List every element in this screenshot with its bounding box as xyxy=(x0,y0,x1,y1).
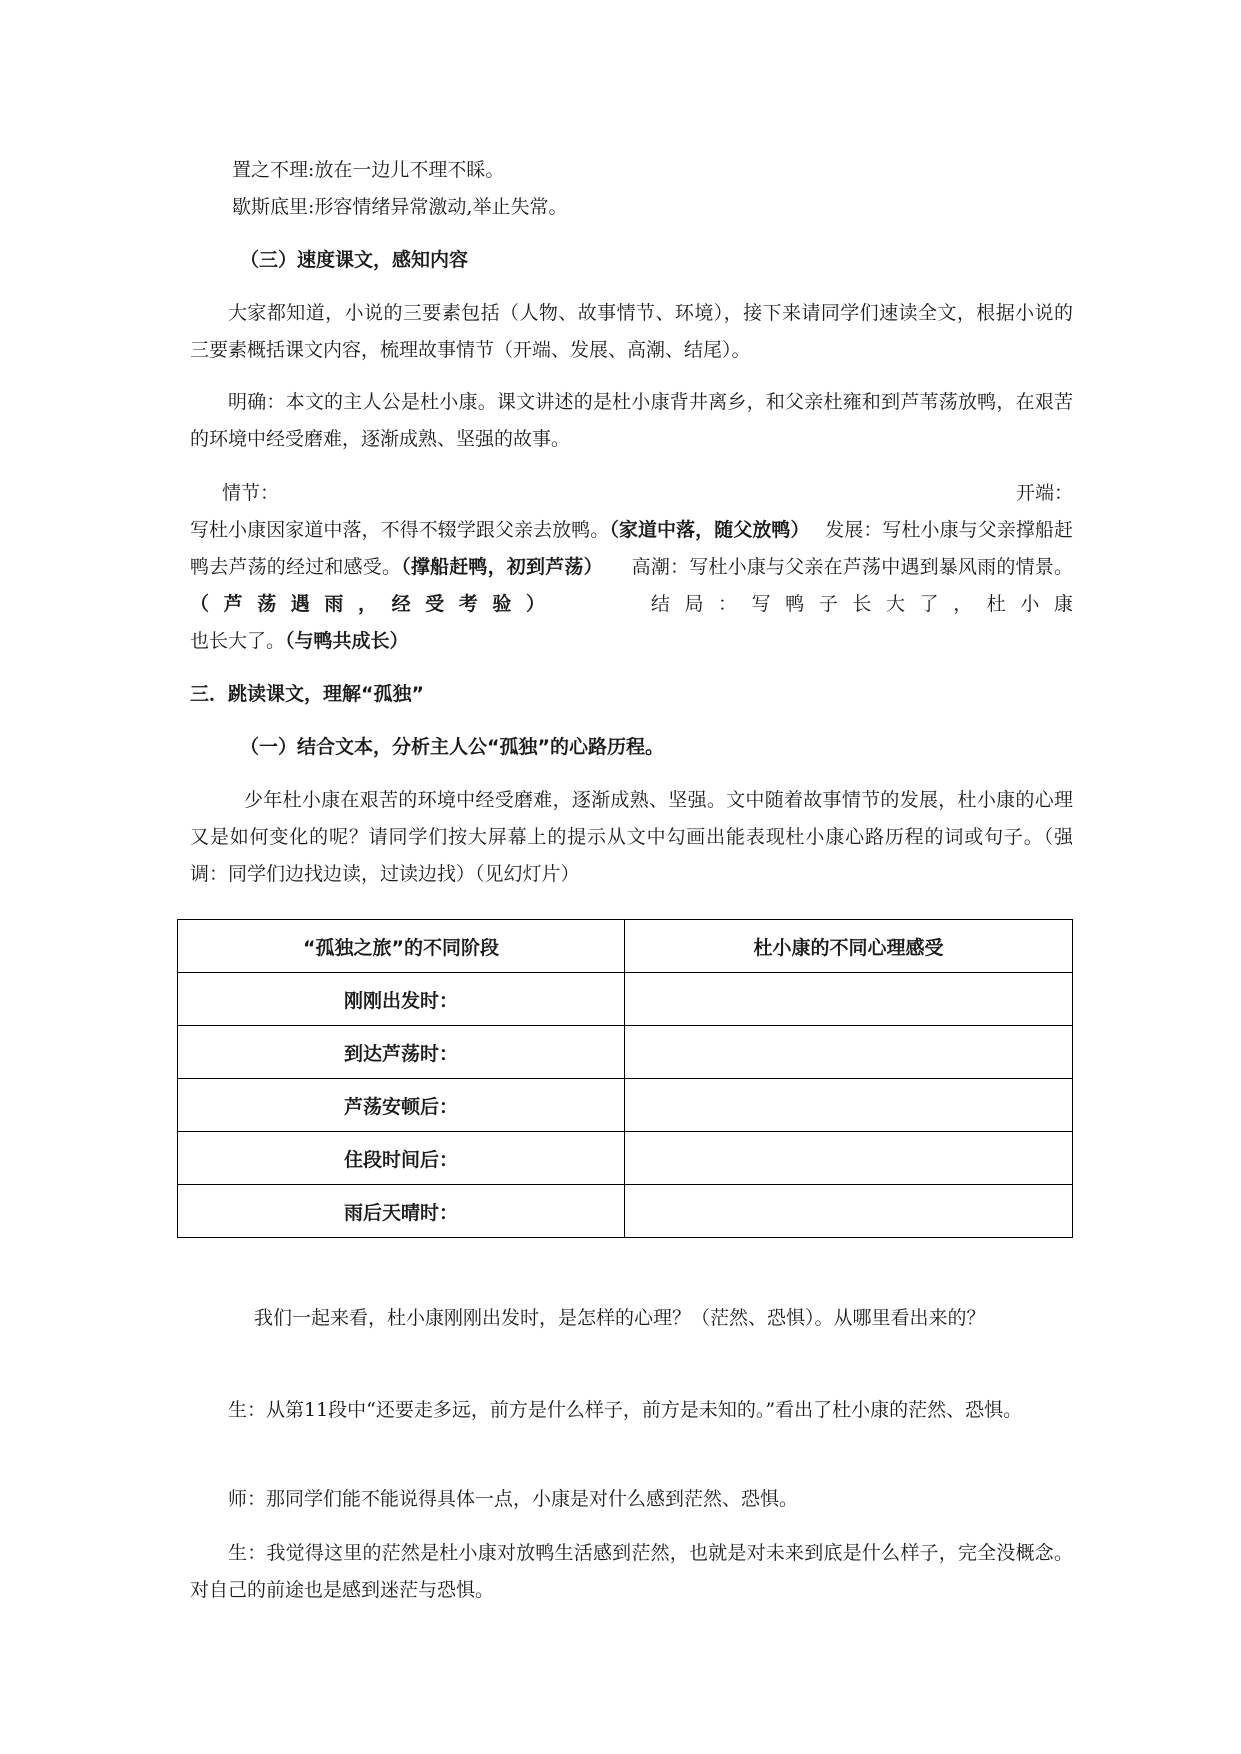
subsection-heading: （一）结合文本，分析主人公“孤独”的心路历程。 xyxy=(240,736,664,758)
stage-cell: 芦荡安顿后： xyxy=(178,1079,625,1132)
stage-cell: 住段时间后： xyxy=(178,1132,625,1185)
paragraph-mingque: 明确：本文的主人公是杜小康。课文讲述的是杜小康背井离乡，和父亲杜雍和到芦苇荡放鸭，在艰苦的环境中经受磨难，逐渐成熟、坚强的故事。 xyxy=(190,391,1073,450)
table-header-stage: “孤独之旅”的不同阶段 xyxy=(178,920,625,973)
plot-climax-bold: （芦荡遇雨，经受考验） xyxy=(190,593,551,615)
vocab-def: 形容情绪异常激动,举止失常。 xyxy=(314,196,568,218)
table-row xyxy=(178,1185,1073,1238)
feeling-cell xyxy=(625,973,1073,1026)
table-row xyxy=(178,1079,1073,1132)
table-row xyxy=(178,1132,1073,1185)
plot-start-text: 写杜小康因家道中落，不得不辍学跟父亲去放鸭。 xyxy=(190,519,610,541)
feeling-cell xyxy=(625,1185,1073,1238)
plot-dev-text: 写杜小康与父亲撑船赶鸭去芦荡的经过和感受。 xyxy=(190,519,1073,578)
plot-climax-text: 写杜小康与父亲在芦荡中遇到暴风雨的情景。 xyxy=(689,556,1073,578)
plot-climax-label: 高潮： xyxy=(631,556,690,578)
plot-start-bold: （家道中落，随父放鸭） xyxy=(609,519,801,541)
section-heading: （三）速度课文，感知内容 xyxy=(240,249,469,271)
vocab-def: 放在一边儿不理不睬。 xyxy=(314,159,505,181)
stage-cell: 雨后天晴时： xyxy=(178,1185,625,1238)
feeling-cell xyxy=(625,1132,1073,1185)
feeling-cell xyxy=(625,1026,1073,1079)
plot-start-label: 开端： xyxy=(1015,482,1073,504)
stage-cell: 到达芦荡时： xyxy=(178,1026,625,1079)
plot-label: 情节： xyxy=(222,482,280,504)
paragraph-teacher: 师：那同学们能不能说得具体一点，小康是对什么感到茫然、恐惧。 xyxy=(228,1488,799,1510)
plot-end-bold: （与鸭共成长） xyxy=(285,630,409,652)
paragraph-together: 我们一起来看，杜小康刚刚出发时，是怎样的心理？（茫然、恐惧）。从哪里看出来的？ xyxy=(254,1307,986,1329)
vocab-term: 歇斯底里 xyxy=(232,196,309,218)
table-row xyxy=(178,973,1073,1026)
paragraph-elements: 大家都知道，小说的三要素包括（人物、故事情节、环境），接下来请同学们速读全文，根据小说的三要素概括课文内容，梳理故事情节（开端、发展、高潮、结尾）。 xyxy=(190,302,1073,361)
table-row xyxy=(178,1026,1073,1079)
part-heading: 三．跳读课文，理解“孤独” xyxy=(190,683,424,705)
plot-dev-label: 发展： xyxy=(825,519,883,541)
stage-cell: 刚刚出发时： xyxy=(178,973,625,1026)
plot-end-text-a: 写鸭子长大了，杜小康 xyxy=(751,593,1073,615)
paragraph-youth: 少年杜小康在艰苦的环境中经受磨难，逐渐成熟、坚强。文中随着故事情节的发展，杜小康的心理又是如何变化的呢？请同学们按大屏幕上的提示从文中勾画出能表现杜小康心路历程的词或句子。（强调：同学们边找边读，过读边找）（见幻灯片） xyxy=(190,789,1073,885)
plot-end-text-b: 也长大了。 xyxy=(190,630,286,652)
feeling-cell xyxy=(625,1079,1073,1132)
vocab-term: 置之不理 xyxy=(232,159,309,181)
table-header-feeling: 杜小康的不同心理感受 xyxy=(625,920,1073,973)
stages-table xyxy=(177,919,1073,1238)
plot-block xyxy=(190,475,1073,660)
plot-dev-bold: （撑船赶鸭，初到芦荡） xyxy=(401,556,594,578)
paragraph-student-2: 生：我觉得这里的茫然是杜小康对放鸭生活感到茫然，也就是对未来到底是什么样子，完全没概念。对自己的前途也是感到迷茫与恐惧。 xyxy=(190,1542,1073,1601)
vocab-item: 歇斯底里:形容情绪异常激动,举止失常。 xyxy=(232,196,568,218)
table-header-row xyxy=(178,920,1073,973)
paragraph-student-1: 生：从第11段中“还要走多远，前方是什么样子，前方是未知的。”看出了杜小康的茫然、恐惧。 xyxy=(228,1399,1023,1421)
vocab-item: 置之不理:放在一边儿不理不睬。 xyxy=(232,159,505,181)
plot-end-label: 结局： xyxy=(650,593,752,615)
